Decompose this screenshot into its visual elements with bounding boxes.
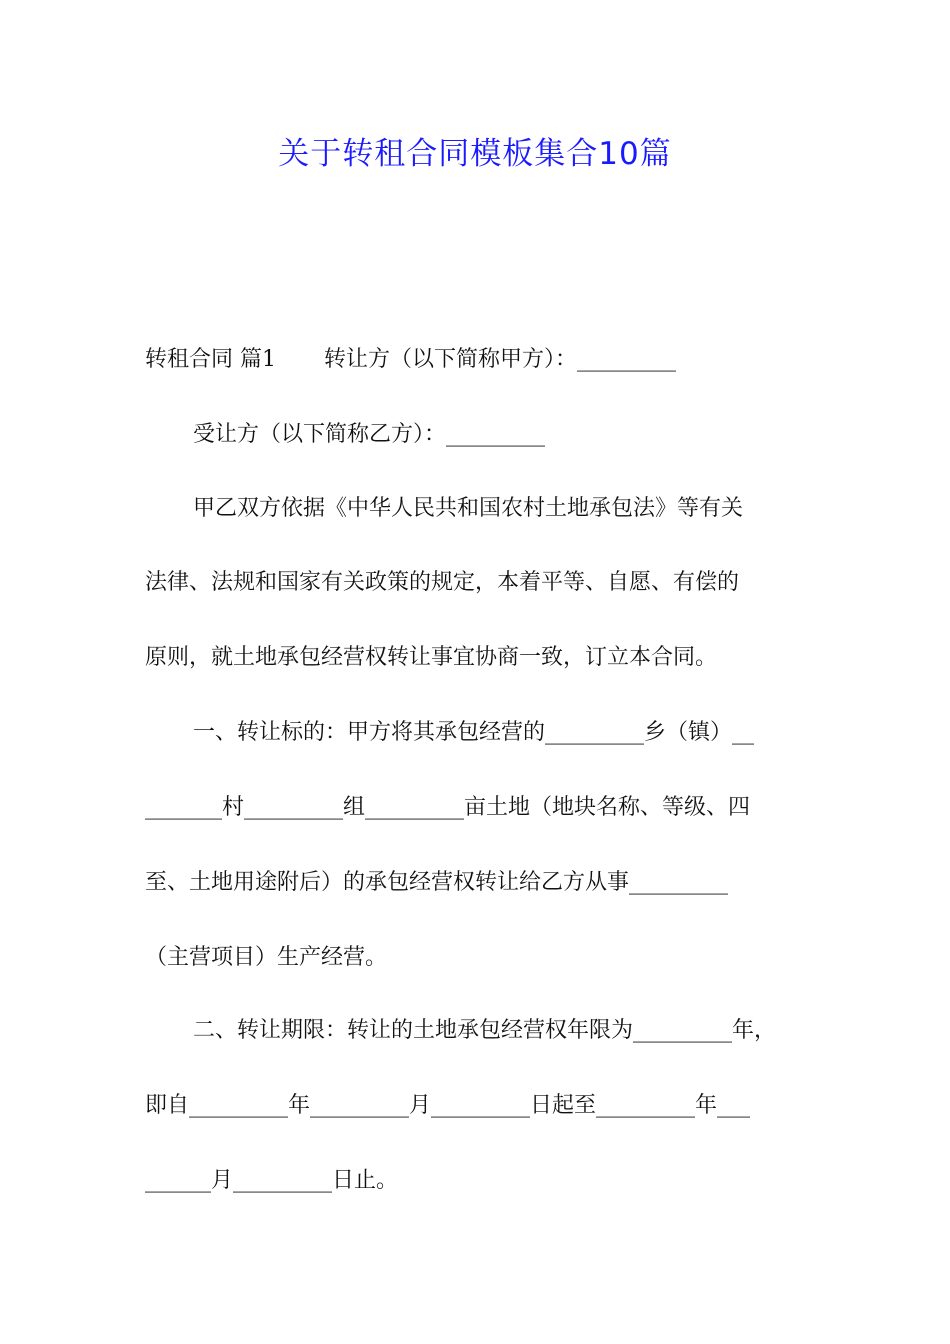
document-title: 关于转租合同模板集合10篇	[278, 136, 672, 172]
paragraph-line: 法律、法规和国家有关政策的规定，本着平等、自愿、有偿的	[145, 570, 740, 595]
paragraph-line: 原则，就土地承包经营权转让事宜协商一致，订立本合同。	[145, 645, 718, 670]
clause-one-line: 一、转让标的：甲方将其承包经营的_________乡（镇）__	[193, 720, 755, 745]
clause-two-line: 即自_________年_________月_________日起至_________年___	[145, 1093, 751, 1118]
clause-two-line: ______月_________日止。	[145, 1168, 399, 1193]
transferor-line: 转让方（以下简称甲方）：_________	[324, 347, 677, 372]
clause-one-line: _______村_________组_________亩土地（地块名称、等级、四	[145, 795, 751, 820]
contract-heading-line	[145, 345, 676, 375]
clause-one-line: （主营项目）生产经营。	[145, 945, 388, 970]
clause-two-line: 二、转让期限：转让的土地承包经营权年限为_________年，	[193, 1018, 777, 1043]
clause-one-line: 至、土地用途附后）的承包经营权转让给乙方从事_________	[145, 870, 729, 895]
transferee-line: 受让方（以下简称乙方）：_________	[193, 422, 546, 447]
paragraph-line: 甲乙双方依据《中华人民共和国农村土地承包法》等有关	[193, 496, 744, 521]
contract-heading: 转租合同 篇1	[145, 347, 276, 372]
